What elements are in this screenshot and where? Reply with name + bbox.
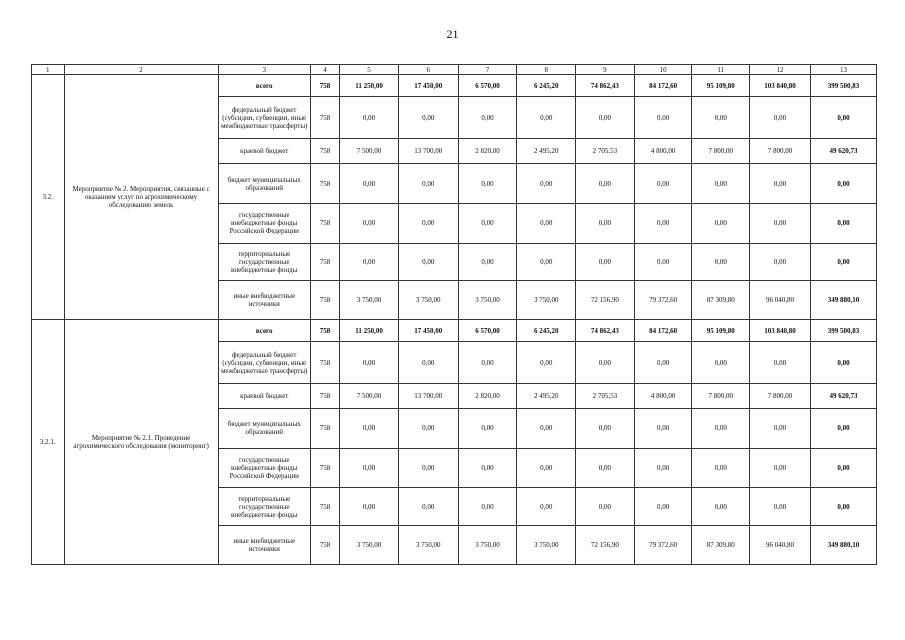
funding-source: государственные внебюджетные фонды Российской Федерации: [218, 204, 310, 244]
year-value: 0,00: [576, 488, 635, 526]
year-value: 0,00: [340, 243, 399, 281]
year-value: 0,00: [458, 409, 517, 449]
year-value: 0,00: [398, 488, 458, 526]
year-value: 7 500,00: [340, 139, 399, 164]
funding-source: иные внебюджетные источники: [218, 526, 310, 565]
year-value: 17 450,00: [398, 75, 458, 97]
funding-source: территориальные государственные внебюджетные фонды: [218, 488, 310, 526]
year-value: 0,00: [517, 97, 576, 139]
year-value: 0,00: [750, 409, 811, 449]
year-value: 4 800,00: [634, 139, 692, 164]
funding-source: государственные внебюджетные фонды Российской Федерации: [218, 448, 310, 488]
year-value: 6 245,20: [517, 75, 576, 97]
row-total: 0,00: [810, 164, 876, 204]
year-value: 6 570,00: [458, 75, 517, 97]
year-value: 17 450,00: [398, 320, 458, 342]
header-cell: 4: [310, 65, 339, 75]
row-total: 0,00: [810, 409, 876, 449]
year-value: 0,00: [634, 97, 692, 139]
year-value: 74 862,43: [576, 75, 635, 97]
year-value: 3 750,00: [458, 281, 517, 320]
funding-source: территориальные государственные внебюджетные фонды: [218, 243, 310, 281]
year-value: 87 309,80: [692, 526, 750, 565]
header-cell: 5: [340, 65, 399, 75]
year-value: 3 750,00: [340, 281, 399, 320]
row-total: 0,00: [810, 342, 876, 384]
funding-source: иные внебюджетные источники: [218, 281, 310, 320]
year-value: 0,00: [340, 448, 399, 488]
budget-code: 758: [310, 488, 339, 526]
year-value: 72 156,90: [576, 526, 635, 565]
budget-code: 758: [310, 164, 339, 204]
funding-source: всего: [218, 75, 310, 97]
year-value: 0,00: [634, 448, 692, 488]
year-value: 0,00: [576, 164, 635, 204]
budget-code: 758: [310, 409, 339, 449]
year-value: 0,00: [458, 97, 517, 139]
funding-source: бюджет муниципальных образований: [218, 409, 310, 449]
year-value: 13 700,00: [398, 139, 458, 164]
year-value: 79 372,60: [634, 281, 692, 320]
header-cell: 8: [517, 65, 576, 75]
table-row: [32, 320, 877, 342]
year-value: 7 500,00: [340, 383, 399, 408]
budget-code: 758: [310, 75, 339, 97]
year-value: 0,00: [750, 204, 811, 244]
year-value: 84 172,60: [634, 75, 692, 97]
header-cell: 2: [64, 65, 218, 75]
year-value: 0,00: [692, 204, 750, 244]
year-value: 0,00: [576, 409, 635, 449]
year-value: 4 800,00: [634, 383, 692, 408]
item-name: Мероприятие № 2. Мероприятия, связанные с оказанием услуг по агрохимическому обследованию земель: [64, 75, 218, 320]
year-value: 0,00: [517, 204, 576, 244]
year-value: 0,00: [340, 342, 399, 384]
header-cell: 1: [32, 65, 65, 75]
year-value: 0,00: [458, 243, 517, 281]
item-index: 3.2.1.: [32, 320, 65, 565]
year-value: 0,00: [750, 342, 811, 384]
year-value: 103 840,80: [750, 320, 811, 342]
year-value: 0,00: [750, 243, 811, 281]
row-total: 0,00: [810, 204, 876, 244]
header-cell: 6: [398, 65, 458, 75]
header-cell: 13: [810, 65, 876, 75]
year-value: 95 109,80: [692, 320, 750, 342]
year-value: 0,00: [750, 164, 811, 204]
year-value: 0,00: [398, 243, 458, 281]
year-value: 11 250,00: [340, 75, 399, 97]
year-value: 0,00: [634, 243, 692, 281]
funding-source: федеральный бюджет (субсидии, субвенции, иные межбюджетные трансферты): [218, 97, 310, 139]
year-value: 3 750,00: [517, 281, 576, 320]
table-row: [32, 75, 877, 97]
row-total: 0,00: [810, 243, 876, 281]
year-value: 0,00: [517, 448, 576, 488]
year-value: 0,00: [398, 342, 458, 384]
row-total: 349 880,10: [810, 526, 876, 565]
year-value: 0,00: [634, 342, 692, 384]
year-value: 2 820,00: [458, 139, 517, 164]
header-cell: 3: [218, 65, 310, 75]
year-value: 79 372,60: [634, 526, 692, 565]
year-value: 0,00: [692, 243, 750, 281]
year-value: 0,00: [340, 97, 399, 139]
row-total: 0,00: [810, 488, 876, 526]
year-value: 0,00: [398, 164, 458, 204]
budget-code: 758: [310, 281, 339, 320]
year-value: 0,00: [692, 342, 750, 384]
year-value: 0,00: [634, 409, 692, 449]
budget-code: 758: [310, 243, 339, 281]
funding-source: всего: [218, 320, 310, 342]
funding-source: краевой бюджет: [218, 383, 310, 408]
row-total: 349 880,10: [810, 281, 876, 320]
year-value: 3 750,00: [398, 281, 458, 320]
year-value: 3 750,00: [458, 526, 517, 565]
header-cell: 12: [750, 65, 811, 75]
year-value: 7 800,00: [750, 383, 811, 408]
header-cell: 10: [634, 65, 692, 75]
year-value: 72 156,90: [576, 281, 635, 320]
year-value: 2 820,00: [458, 383, 517, 408]
year-value: 0,00: [398, 448, 458, 488]
year-value: 0,00: [750, 97, 811, 139]
year-value: 0,00: [576, 342, 635, 384]
year-value: 2 705,53: [576, 139, 635, 164]
year-value: 2 495,20: [517, 139, 576, 164]
year-value: 3 750,00: [340, 526, 399, 565]
year-value: 0,00: [692, 409, 750, 449]
item-name: Мероприятие № 2.1. Проведение агрохимического обследования (мониторинг): [64, 320, 218, 565]
budget-code: 758: [310, 204, 339, 244]
row-total: 0,00: [810, 448, 876, 488]
year-value: 0,00: [576, 448, 635, 488]
year-value: 0,00: [517, 342, 576, 384]
year-value: 7 800,00: [692, 383, 750, 408]
year-value: 0,00: [576, 243, 635, 281]
year-value: 103 840,80: [750, 75, 811, 97]
budget-code: 758: [310, 526, 339, 565]
year-value: 0,00: [576, 97, 635, 139]
year-value: 0,00: [634, 488, 692, 526]
year-value: 0,00: [634, 204, 692, 244]
year-value: 74 862,43: [576, 320, 635, 342]
year-value: 0,00: [458, 342, 517, 384]
year-value: 0,00: [692, 488, 750, 526]
year-value: 13 700,00: [398, 383, 458, 408]
funding-source: федеральный бюджет (субсидии, субвенции, иные межбюджетные трансферты): [218, 342, 310, 384]
budget-code: 758: [310, 139, 339, 164]
year-value: 95 109,80: [692, 75, 750, 97]
budget-code: 758: [310, 97, 339, 139]
year-value: 3 750,00: [398, 526, 458, 565]
item-index: 3.2.: [32, 75, 65, 320]
year-value: 7 800,00: [750, 139, 811, 164]
year-value: 0,00: [458, 448, 517, 488]
header-cell: 11: [692, 65, 750, 75]
page-number: 21: [446, 27, 459, 41]
year-value: 0,00: [692, 448, 750, 488]
budget-table: [31, 64, 877, 565]
funding-source: краевой бюджет: [218, 139, 310, 164]
budget-code: 758: [310, 383, 339, 408]
year-value: 6 245,20: [517, 320, 576, 342]
header-cell: 7: [458, 65, 517, 75]
year-value: 0,00: [517, 488, 576, 526]
year-value: 7 800,00: [692, 139, 750, 164]
year-value: 0,00: [750, 488, 811, 526]
year-value: 0,00: [634, 164, 692, 204]
year-value: 2 705,53: [576, 383, 635, 408]
budget-code: 758: [310, 320, 339, 342]
row-total: 399 500,83: [810, 75, 876, 97]
year-value: 0,00: [398, 204, 458, 244]
header-cell: 9: [576, 65, 635, 75]
year-value: 11 250,00: [340, 320, 399, 342]
year-value: 0,00: [517, 409, 576, 449]
year-value: 2 495,20: [517, 383, 576, 408]
year-value: 0,00: [458, 488, 517, 526]
row-total: 49 620,73: [810, 383, 876, 408]
year-value: 0,00: [340, 164, 399, 204]
year-value: 0,00: [576, 204, 635, 244]
year-value: 0,00: [692, 97, 750, 139]
year-value: 0,00: [750, 448, 811, 488]
year-value: 0,00: [340, 488, 399, 526]
budget-code: 758: [310, 448, 339, 488]
year-value: 0,00: [458, 204, 517, 244]
year-value: 84 172,60: [634, 320, 692, 342]
year-value: 0,00: [692, 164, 750, 204]
year-value: 0,00: [398, 97, 458, 139]
funding-source: бюджет муниципальных образований: [218, 164, 310, 204]
row-total: 0,00: [810, 97, 876, 139]
year-value: 3 750,00: [517, 526, 576, 565]
year-value: 96 040,80: [750, 526, 811, 565]
row-total: 49 620,73: [810, 139, 876, 164]
year-value: 96 040,80: [750, 281, 811, 320]
year-value: 0,00: [340, 409, 399, 449]
year-value: 6 570,00: [458, 320, 517, 342]
year-value: 87 309,80: [692, 281, 750, 320]
year-value: 0,00: [458, 164, 517, 204]
row-total: 399 500,83: [810, 320, 876, 342]
year-value: 0,00: [340, 204, 399, 244]
budget-code: 758: [310, 342, 339, 384]
year-value: 0,00: [517, 164, 576, 204]
year-value: 0,00: [517, 243, 576, 281]
header-row: [32, 65, 877, 75]
year-value: 0,00: [398, 409, 458, 449]
